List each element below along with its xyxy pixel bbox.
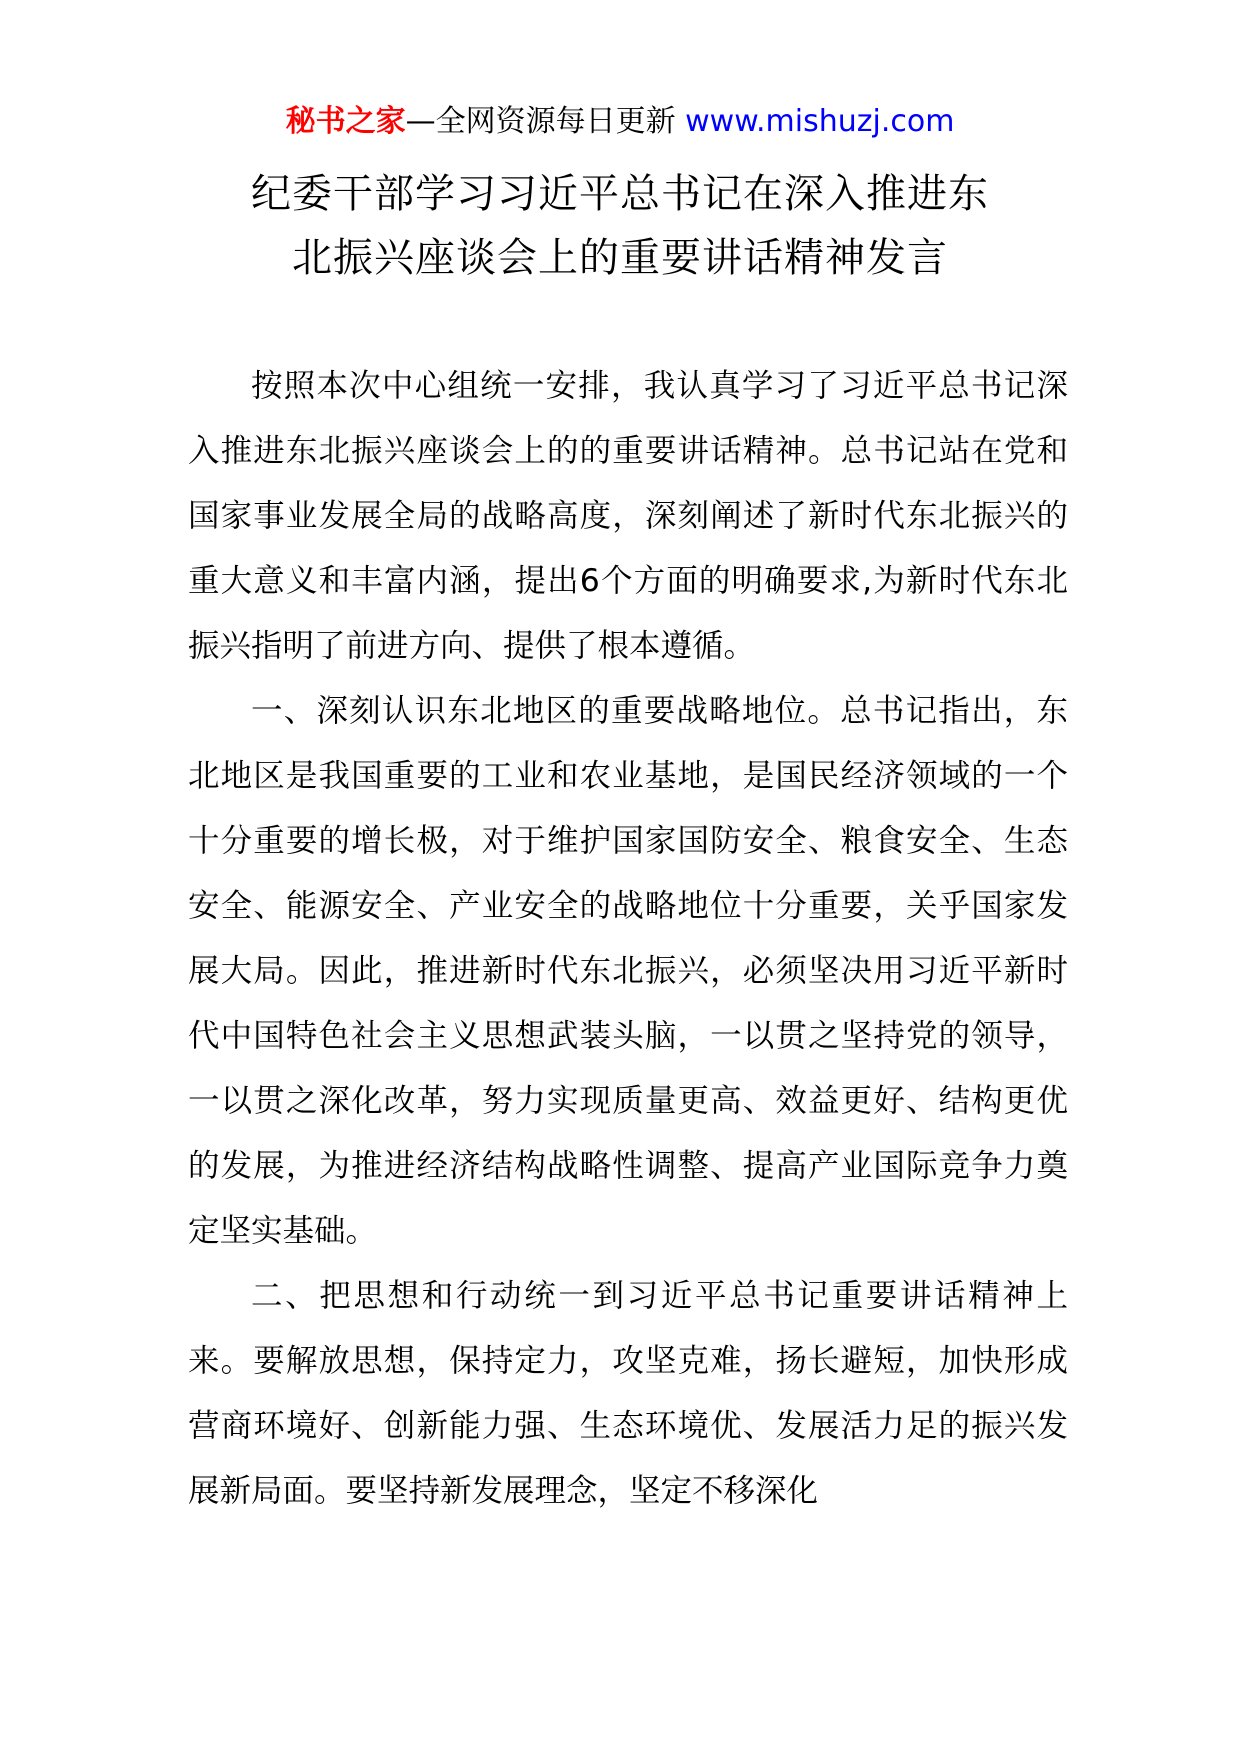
title-line: 北振兴座谈会上的重要讲话精神发言 — [292, 235, 948, 281]
document-title — [160, 162, 1080, 290]
header-tagline: —全网资源每日更新 — [405, 104, 686, 139]
paragraph-section-two: 二、把思想和行动统一到习近平总书记重要讲话精神上来。要解放思想，保持定力，攻坚克难，扬长避短，加快形成营商环境好、创新能力强、生态环境优、发展活力足的振兴发展新局面。要坚持新发展理念，坚定不移深化 — [188, 1278, 1068, 1509]
paragraph-intro: 按照本次中心组统一安排，我认真学习了习近平总书记深入推进东北振兴座谈会上的的重要讲话精神。总书记站在党和国家事业发展全局的战略高度，深刻阐述了新时代东北振兴的重大意义和丰富内涵，提出6个方面的明确要求,为新时代东北振兴指明了前进方向、提供了根本遵循。 — [188, 368, 1068, 664]
title-line: 纪委干部学习习近平总书记在深入推进东 — [251, 171, 989, 217]
document-body — [188, 354, 1068, 1524]
brand-name: 秘书之家 — [285, 104, 406, 139]
site-url-link[interactable]: www.mishuzj.com — [685, 104, 955, 139]
site-header — [0, 100, 1240, 144]
paragraph-section-one: 一、深刻认识东北地区的重要战略地位。总书记指出，东北地区是我国重要的工业和农业基地，是国民经济领域的一个十分重要的增长极，对于维护国家国防安全、粮食安全、生态安全、能源安全、产业安全的战略地位十分重要，关乎国家发展大局。因此，推进新时代东北振兴，必须坚决用习近平新时代中国特色社会主义思想武装头脑，一以贯之坚持党的领导，一以贯之深化改革，努力实现质量更高、效益更好、结构更优的发展，为推进经济结构战略性调整、提高产业国际竞争力奠定坚实基础。 — [188, 693, 1068, 1249]
